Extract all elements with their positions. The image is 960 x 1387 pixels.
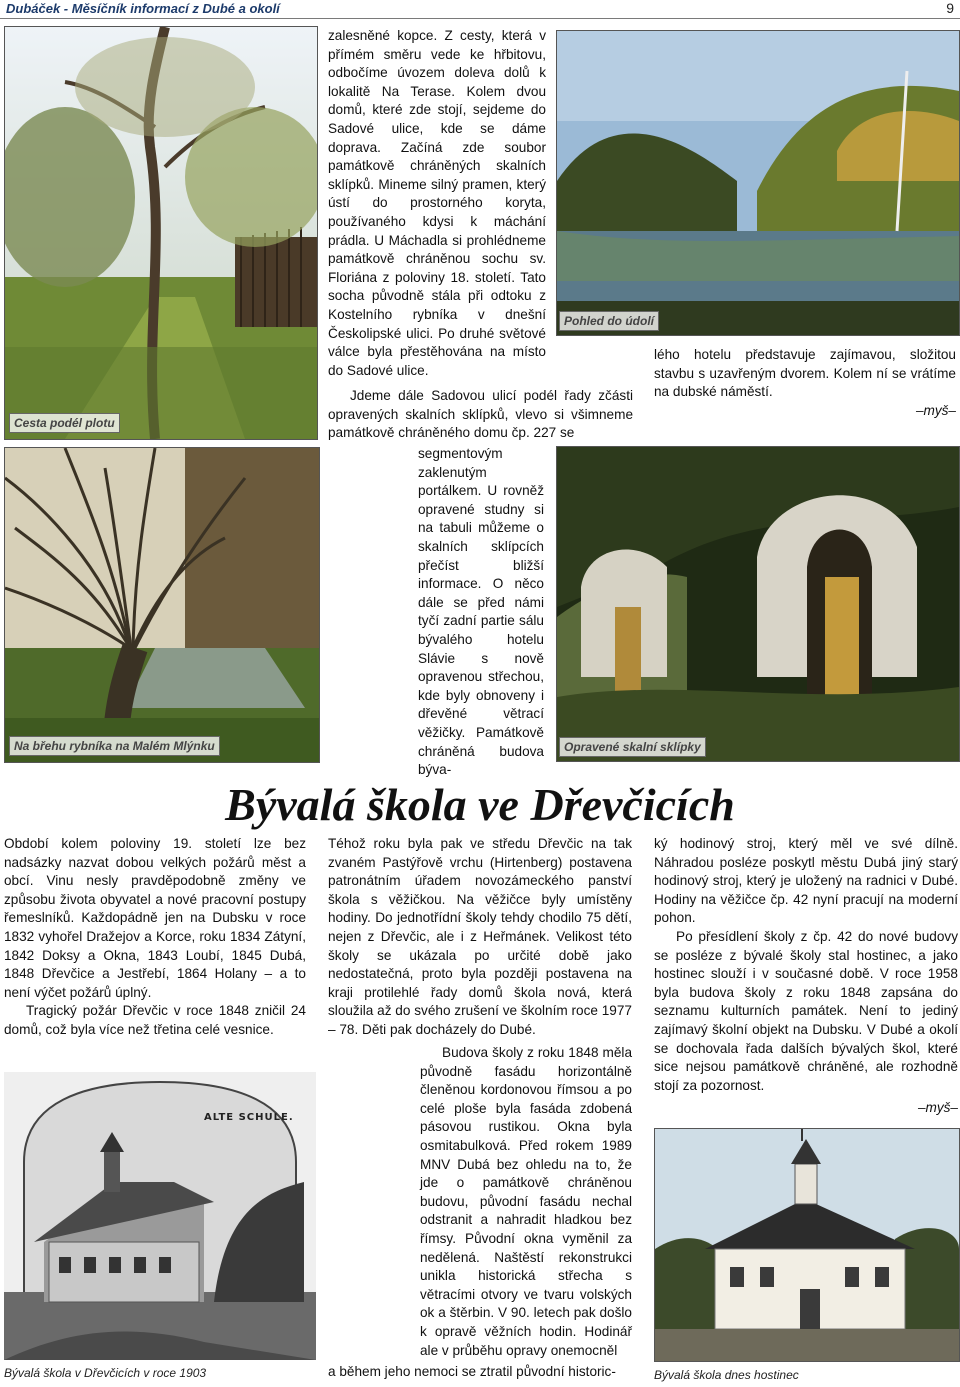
photo-pond-forest-icon bbox=[557, 31, 959, 335]
photo-willow-stream-icon bbox=[5, 448, 319, 762]
article2-col3-p1: ký hodinový stroj, který měl ve své dílně. Náhradou posléze poskytl městu Dubá jiný starý hodinový stroj, který je uložený na radnici v Dubé. Hodiny na věžičce čp. 42 nyní pracují na moderní pohon. bbox=[654, 836, 958, 926]
caption-inn: Bývalá škola dnes hostinec bbox=[654, 1368, 799, 1382]
article2-col2-p1: Téhož roku byla pak ve středu Dřevčic na tak zvaném Pastýřově vrchu (Hirtenberg) postavena patronátním úřadem novozámeckého panství škola s věžičkou. Na věžičce byly umístěny hodiny. Do jednotřídní školy tehdy chodilo 75 dětí, nejen z Dřevčic, ale i z Heřmánek. Velikost této školy se ukázala po určité době jako nedostatečná, proto byla později postavena na kraji protilehlé řady domů škola nová, která sloužila až do svého zrušení ve školním roce 1977 – 78. Děti pak docházely do Dubé. bbox=[328, 836, 632, 1037]
article2-col1-p2: Tragický požár Dřevčic v roce 1848 zničil 24 domů, což byla více než třetina celé vesnice. bbox=[4, 1003, 306, 1037]
article1-col-mid-top bbox=[328, 27, 546, 380]
photo-inn bbox=[654, 1128, 960, 1362]
article1-signature: –myš– bbox=[915, 402, 956, 418]
article1-col-mid-narrow bbox=[418, 445, 544, 780]
article2-col3 bbox=[654, 835, 958, 1118]
caption-cellars: Opravené skalní sklípky bbox=[559, 737, 706, 757]
photo-inn-today-icon bbox=[655, 1129, 959, 1361]
old-school-sign: ALTE SCHULE. bbox=[204, 1112, 294, 1123]
photo-old-school bbox=[4, 1072, 316, 1360]
article2-col2-last bbox=[328, 1363, 632, 1382]
photo-trees-path-icon bbox=[5, 27, 317, 439]
magazine-title: Dubáček - Měsíčník informací z Dubé a okolí bbox=[6, 1, 280, 16]
article2-col2-narrow bbox=[420, 1044, 632, 1360]
article2-col1-p1: Období kolem poloviny 19. století lze bez nadsázky nazvat dobou velkých požárů měst a obcí. Vinu nesly pravděpodobně změny ve způsobu života obyvatel a nové pracovní postupy řemeslníků. Každopádně jen na Dubsku v roce 1832 vyhořel Dražejov a Korce, roku 1834 Zátyní, 1842 Doksy a Okna, 1843 Loubí, 1845 Dubá, 1848 Dřevčice a Jestřebí, 1864 Holany – a to není výčet požárů úplný. bbox=[4, 836, 306, 1000]
article1-text-right: lého hotelu představuje zajímavou, složitou stavbu s uzavřeným dvorem. Kolem ní se vrátíme na dubské náměstí. bbox=[654, 347, 956, 400]
photo-willow bbox=[4, 447, 320, 763]
article1-col-right bbox=[654, 346, 956, 420]
photo-fence-path bbox=[4, 26, 318, 440]
photo-cellars bbox=[556, 446, 960, 762]
article2-col1 bbox=[4, 835, 306, 1040]
article1-col-mid-p2 bbox=[328, 387, 633, 443]
article2-col2-last-line: a během jeho nemoci se ztratil původní historic- bbox=[328, 1364, 616, 1379]
photo-pond-view bbox=[556, 30, 960, 336]
article1-text-p2: Jdeme dále Sadovou ulicí podél řady zčásti opravených skalních sklípků, vlevo si všimneme památkově chráněného domu čp. 227 se bbox=[328, 388, 633, 441]
caption-fence-path: Cesta podél plotu bbox=[9, 413, 120, 433]
page-number: 9 bbox=[946, 0, 954, 16]
article2-col3-p2: Po přesídlení školy z čp. 42 do nové budovy se posléze z bývalé školy stal hostinec, a jako hostinec slouží i v současné době. V roce 1958 byla budova školy z roku 1848 zapsána do seznamu kulturních památek. Není to jediný zajímavý školní objekt na Dubsku. V Dubé a okolí se dochovala řada dalších bývalých škol, které sice nejsou památkově chráněné, ale rozhodně stojí za pozornost. bbox=[654, 928, 958, 1093]
article2-col2-p2: Budova školy z roku 1848 měla původně fasádu horizontálně členěnou kordonovou římsou a po celé ploše byla fasáda zdobená pásovou rustikou. Okna byla osmitabulková. Před rokem 1989 MNV Dubá bez ohledu na to, že jde o památkově chráněnou budovu, původní fasádu nechal odstranit a nahradit hladkou bez římsy. Původní okna vyměnil za nedělená. Naštěstí rekonstrukci unikla historická střecha s větracími otvory ve tvaru volských ok a štěrbin. V 90. letech pak došlo k opravě věžních hodin. Hodinář ale v průběhu opravy onemocněl bbox=[420, 1045, 632, 1358]
article2-col2-top bbox=[328, 835, 632, 1040]
article1-text-narrow: segmentovým zaklenutým portálkem. U rovněž opravené studny si na tabuli můžeme o skalních sklípcích přečíst bližší informace. O něco dále se před námi tyčí zadní partie sálu bývalého hotelu Slávie s nově opravenou střechou, kde byly obnoveny i dřevěné větrací věžičky. Památkově chráněná budova býva- bbox=[418, 446, 544, 778]
article1-text-top: zalesněné kopce. Z cesty, která v přímém směru vede ke hřbitovu, odbočíme úvozem doleva dolů k lokalitě Na Terase. Kolem dvou domů, které zde stojí, sejdeme do Sadové ulice, kde se dáme doprava. Začíná zde soubor památkově chráněných skalních sklípků. Mineme silný pramen, který ústí do prostorného koryta, používaného kdysi k máchání prádla. U Máchadla si prohlédneme památkově chráněnou sochu sv. Floriána z poloviny 18. století. Tato socha původně stála při odtoku z Kostelního rybníka v dnešní Českolipské ulici. Po druhé světové válce byla přestěhována na místo do Sadové ulice. bbox=[328, 28, 546, 378]
article2-title: Bývalá škola ve Dřevčicích bbox=[225, 779, 735, 830]
caption-pond-view: Pohled do údolí bbox=[559, 311, 659, 331]
caption-old-school: Bývalá škola v Dřevčicích v roce 1903 bbox=[4, 1366, 207, 1380]
photo-rock-cellars-icon bbox=[557, 447, 959, 761]
caption-willow: Na břehu rybníka na Malém Mlýnku bbox=[9, 736, 220, 756]
article2-signature: –myš– bbox=[917, 1100, 958, 1116]
